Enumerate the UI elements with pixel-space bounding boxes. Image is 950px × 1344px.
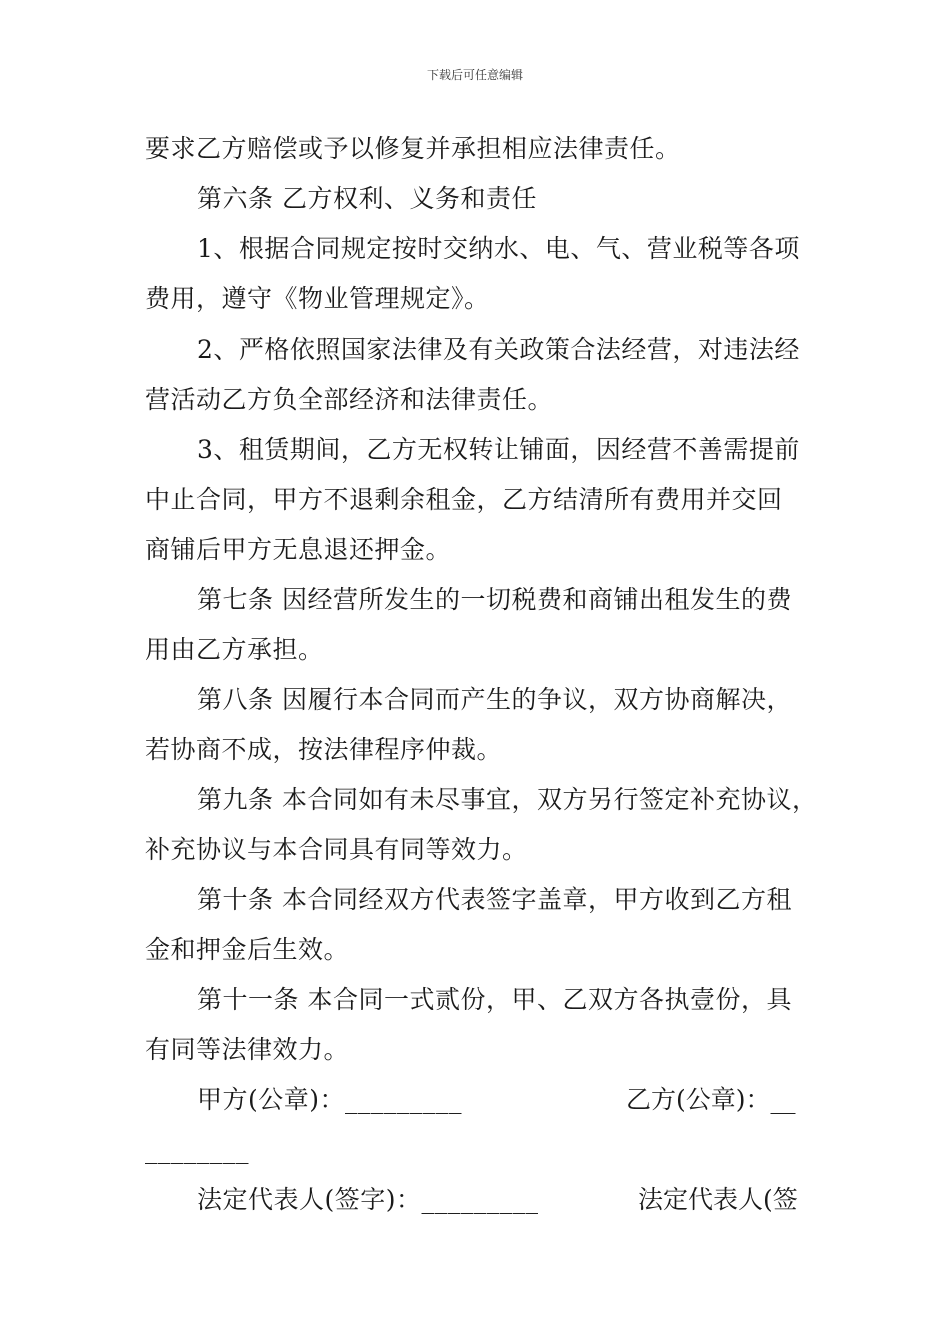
article-heading: 第六条 乙方权利、义务和责任 <box>197 184 537 213</box>
text-line: 营活动乙方负全部经济和法律责任。 <box>145 385 554 414</box>
party-b-seal-continuation: ________ <box>145 1135 249 1164</box>
party-b-representative-line: 法定代表人(签 <box>638 1185 798 1214</box>
text-line: 若协商不成，按法律程序仲裁。 <box>145 735 503 764</box>
text-line: 第九条 本合同如有未尽事宜，双方另行签定补充协议， <box>197 785 818 814</box>
text-line: 第七条 因经营所发生的一切税费和商铺出租发生的费 <box>197 585 792 614</box>
text-line: 第十条 本合同经双方代表签字盖章，甲方收到乙方租 <box>197 885 792 914</box>
text-line: 用由乙方承担。 <box>145 635 324 664</box>
text-line: 补充协议与本合同具有同等效力。 <box>145 835 528 864</box>
text-line: 中止合同，甲方不退剩余租金，乙方结清所有费用并交回 <box>145 485 783 514</box>
text-line: 要求乙方赔偿或予以修复并承担相应法律责任。 <box>145 134 681 163</box>
page-header: 下载后可任意编辑 <box>426 68 523 82</box>
text-line: 1、根据合同规定按时交纳水、电、气、营业税等各项 <box>197 234 800 263</box>
text-line: 3、租赁期间，乙方无权转让铺面，因经营不善需提前 <box>197 435 800 464</box>
text-line: 第八条 因履行本合同而产生的争议，双方协商解决， <box>197 685 792 714</box>
text-line: 商铺后甲方无息退还押金。 <box>145 535 452 564</box>
text-line: 2、严格依照国家法律及有关政策合法经营，对违法经 <box>197 335 800 364</box>
party-a-representative-line: 法定代表人(签字)：_________ <box>197 1185 539 1214</box>
text-line: 金和押金后生效。 <box>145 935 350 964</box>
text-line: 第十一条 本合同一式贰份，甲、乙双方各执壹份，具 <box>197 985 792 1014</box>
text-line: 费用，遵守《物业管理规定》。 <box>145 284 490 313</box>
party-b-seal-line: 乙方(公章)：__ <box>626 1085 796 1114</box>
text-line: 有同等法律效力。 <box>145 1035 350 1064</box>
party-a-seal-line: 甲方(公章)：_________ <box>197 1085 463 1114</box>
